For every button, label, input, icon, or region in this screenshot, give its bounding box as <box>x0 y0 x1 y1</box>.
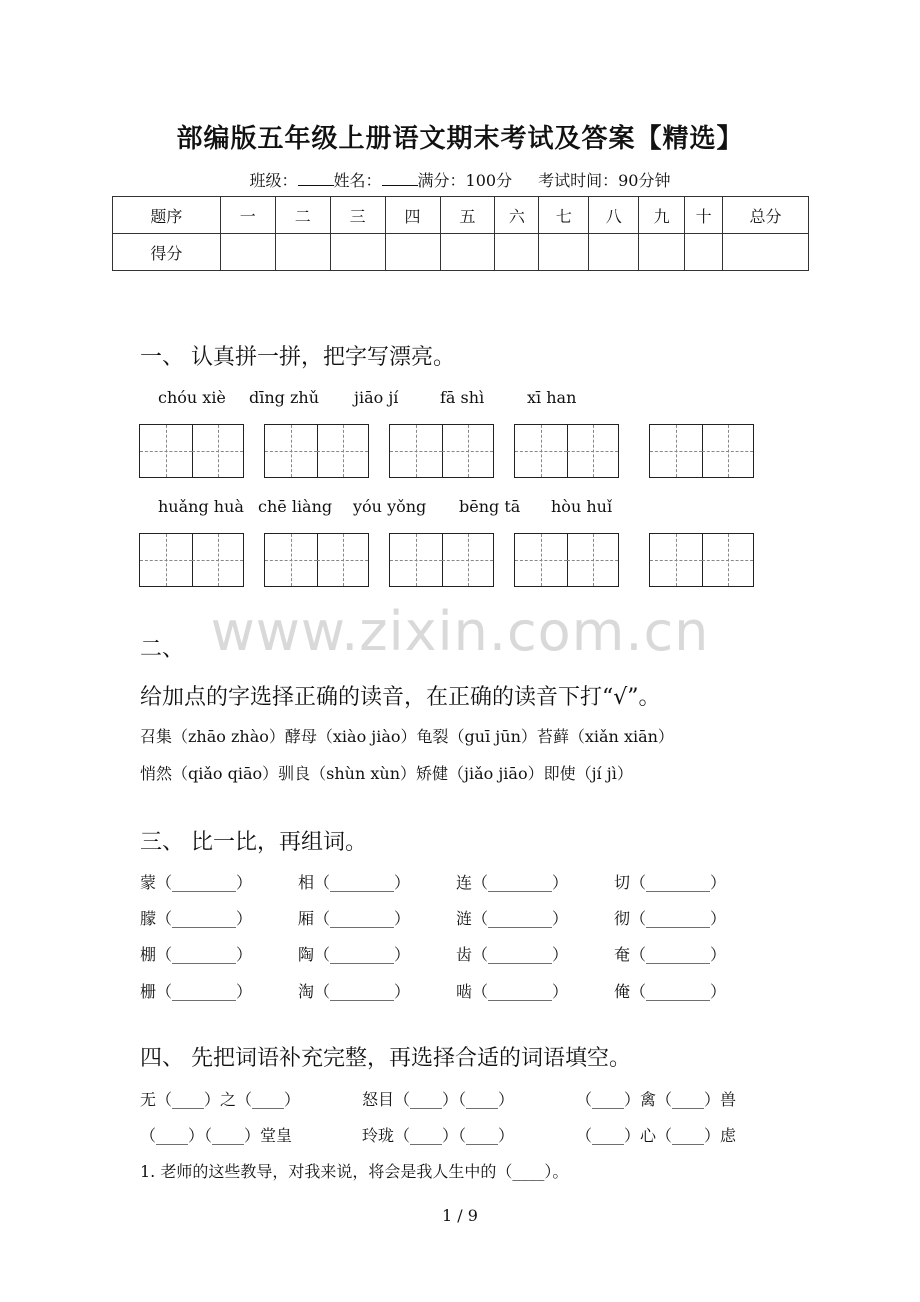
table-cell: 八 <box>589 197 639 234</box>
table-cell: 总分 <box>723 197 809 234</box>
pinyin-label: chóu xiè <box>158 388 226 407</box>
table-cell: 题序 <box>113 197 221 234</box>
table-cell: 九 <box>639 197 685 234</box>
idiom-item: （____）（____）堂皇 <box>140 1126 293 1145</box>
score-cell[interactable] <box>639 234 685 271</box>
name-label: 姓名： <box>333 171 382 190</box>
idiom-item: 怒目（____）（____） <box>362 1090 515 1109</box>
writing-grid[interactable] <box>389 424 494 478</box>
section2-line: 悄然（qiǎo qiāo）驯良（shùn xùn）矫健（jiǎo jiāo）即使（jí jì） <box>140 764 633 783</box>
score-cell[interactable] <box>723 234 809 271</box>
pinyin-label: huǎng huà <box>158 497 244 516</box>
pinyin-label: yóu yǒng <box>353 497 427 516</box>
table-cell: 得分 <box>113 234 221 271</box>
section2-heading: 二、 <box>140 637 185 662</box>
score-cell[interactable] <box>539 234 589 271</box>
writing-grid[interactable] <box>514 424 619 478</box>
score-cell[interactable] <box>385 234 440 271</box>
compare-item: 切（________） <box>614 873 727 892</box>
compare-item: 啮（________） <box>456 982 569 1001</box>
table-cell: 七 <box>539 197 589 234</box>
pinyin-label: bēng tā <box>459 497 521 516</box>
section2-line: 召集（zhāo zhào）酵母（xiào jiào）龟裂（guī jūn）苔藓（xiǎn xiān） <box>140 727 674 746</box>
compare-item: 蒙（________） <box>140 873 253 892</box>
exam-info <box>0 168 920 191</box>
score-cell[interactable] <box>220 234 275 271</box>
idiom-item: （____）禽（____）兽 <box>576 1090 737 1109</box>
table-cell: 三 <box>330 197 385 234</box>
writing-grid[interactable] <box>649 533 754 587</box>
pinyin-label: fā shì <box>440 388 485 407</box>
table-cell: 四 <box>385 197 440 234</box>
fill-question: 1. 老师的这些教导，对我来说，将会是我人生中的（____）。 <box>140 1162 569 1181</box>
score-table-score-row <box>113 234 809 271</box>
section2-instruction: 给加点的字选择正确的读音，在正确的读音下打“√”。 <box>140 685 661 710</box>
page-number: 1 / 9 <box>442 1206 478 1225</box>
watermark: www.zixin.com.cn <box>210 600 710 663</box>
compare-item: 连（________） <box>456 873 569 892</box>
idiom-item: 无（____）之（____） <box>140 1090 301 1109</box>
writing-grid[interactable] <box>139 533 244 587</box>
table-cell: 六 <box>495 197 539 234</box>
section3-heading: 三、 比一比，再组词。 <box>140 830 367 855</box>
exam-time: 考试时间：90分钟 <box>538 171 671 190</box>
table-cell: 五 <box>440 197 495 234</box>
class-label: 班级： <box>249 171 298 190</box>
writing-grid[interactable] <box>649 424 754 478</box>
score-cell[interactable] <box>275 234 330 271</box>
compare-item: 棚（________） <box>140 945 253 964</box>
pinyin-label: hòu huǐ <box>551 497 613 516</box>
score-cell[interactable] <box>330 234 385 271</box>
compare-item: 彻（________） <box>614 909 727 928</box>
compare-item: 厢（________） <box>298 909 411 928</box>
table-cell: 一 <box>220 197 275 234</box>
compare-item: 栅（________） <box>140 982 253 1001</box>
writing-grid[interactable] <box>139 424 244 478</box>
section1-heading: 一、 认真拼一拼，把字写漂亮。 <box>140 345 455 370</box>
pinyin-label: jiāo jí <box>354 388 399 407</box>
score-cell[interactable] <box>589 234 639 271</box>
pinyin-label: dīng zhǔ <box>249 388 320 407</box>
score-cell[interactable] <box>440 234 495 271</box>
full-score: 满分：100分 <box>417 171 513 190</box>
score-table <box>112 196 809 271</box>
writing-grid[interactable] <box>264 533 369 587</box>
pinyin-label: xī han <box>527 388 577 407</box>
idiom-item: （____）心（____）虑 <box>576 1126 737 1145</box>
compare-item: 奄（________） <box>614 945 727 964</box>
writing-grid[interactable] <box>514 533 619 587</box>
writing-grid[interactable] <box>389 533 494 587</box>
writing-grid[interactable] <box>264 424 369 478</box>
section4-heading: 四、 先把词语补充完整，再选择合适的词语填空。 <box>140 1046 631 1071</box>
compare-item: 齿（________） <box>456 945 569 964</box>
score-table-header-row <box>113 197 809 234</box>
compare-item: 陶（________） <box>298 945 411 964</box>
table-cell: 二 <box>275 197 330 234</box>
compare-item: 朦（________） <box>140 909 253 928</box>
table-cell: 十 <box>685 197 723 234</box>
compare-item: 相（________） <box>298 873 411 892</box>
pinyin-label: chē liàng <box>258 497 333 516</box>
idiom-item: 玲珑（____）（____） <box>362 1126 515 1145</box>
name-blank <box>382 171 418 186</box>
compare-item: 涟（________） <box>456 909 569 928</box>
class-blank <box>298 171 334 186</box>
page-title: 部编版五年级上册语文期末考试及答案【精选】 <box>176 124 744 154</box>
score-cell[interactable] <box>495 234 539 271</box>
compare-item: 俺（________） <box>614 982 727 1001</box>
score-cell[interactable] <box>685 234 723 271</box>
compare-item: 淘（________） <box>298 982 411 1001</box>
